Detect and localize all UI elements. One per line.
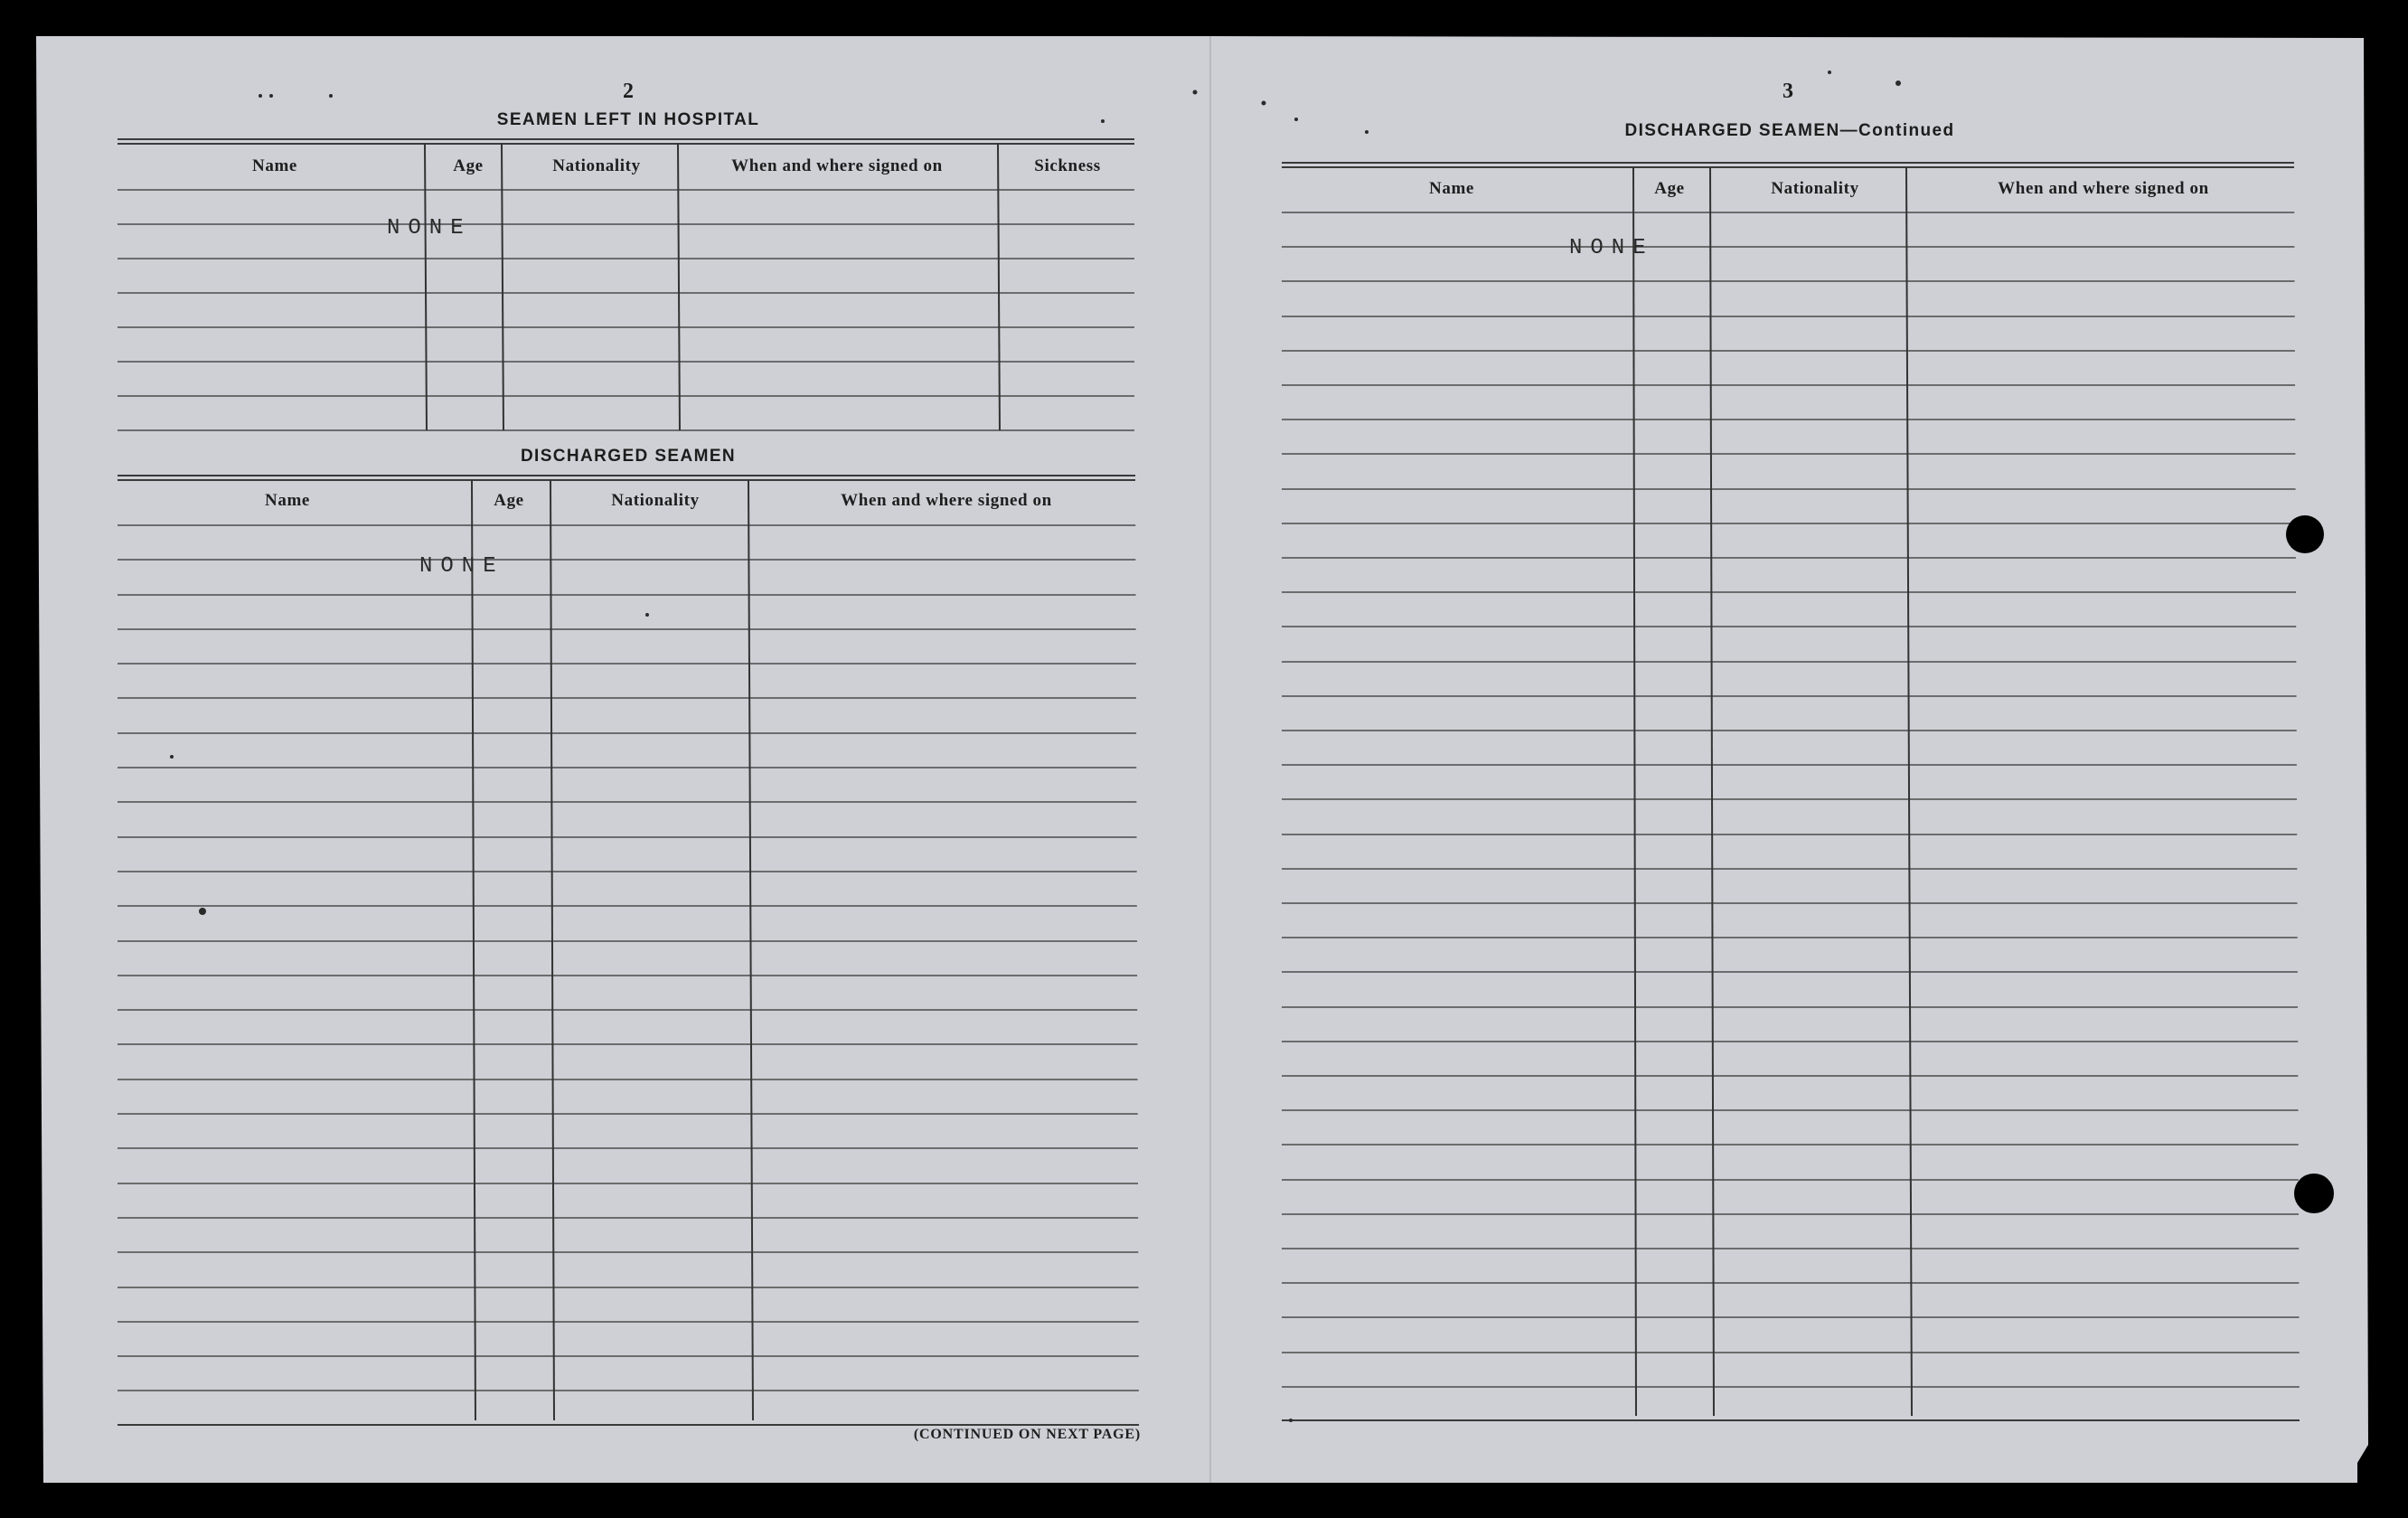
section-title-discharged-continued: DISCHARGED SEAMEN—Continued — [1624, 121, 1955, 140]
column-header-name: Name — [1429, 179, 1474, 198]
column-header-age: Age — [1654, 179, 1685, 198]
column-header-signed-on: When and where signed on — [1998, 179, 2209, 198]
section-title-discharged: DISCHARGED SEAMEN — [520, 447, 737, 466]
left-page-sheet — [36, 36, 1211, 1483]
column-header-name: Name — [252, 156, 297, 175]
column-header-nationality: Nationality — [611, 491, 700, 510]
column-header-nationality: Nationality — [1771, 179, 1859, 198]
punch-hole — [2294, 1174, 2334, 1213]
typed-entry-none: NONE — [387, 216, 472, 240]
typed-entry-none: NONE — [419, 554, 504, 579]
column-header-age: Age — [494, 491, 524, 510]
column-header-sickness: Sickness — [1034, 156, 1101, 175]
page-number: 2 — [623, 80, 634, 103]
continued-footer: (CONTINUED ON NEXT PAGE) — [913, 1427, 1141, 1442]
column-header-nationality: Nationality — [552, 156, 641, 175]
typed-entry-none: NONE — [1569, 236, 1654, 260]
column-header-signed-on: When and where signed on — [731, 156, 943, 175]
page-number: 3 — [1782, 80, 1793, 103]
right-page-sheet — [1209, 36, 2368, 1483]
column-header-age: Age — [453, 156, 484, 175]
punch-hole — [2286, 515, 2324, 553]
column-header-signed-on: When and where signed on — [841, 491, 1052, 510]
column-header-name: Name — [265, 491, 310, 510]
section-title-hospital: SEAMEN LEFT IN HOSPITAL — [496, 110, 760, 129]
